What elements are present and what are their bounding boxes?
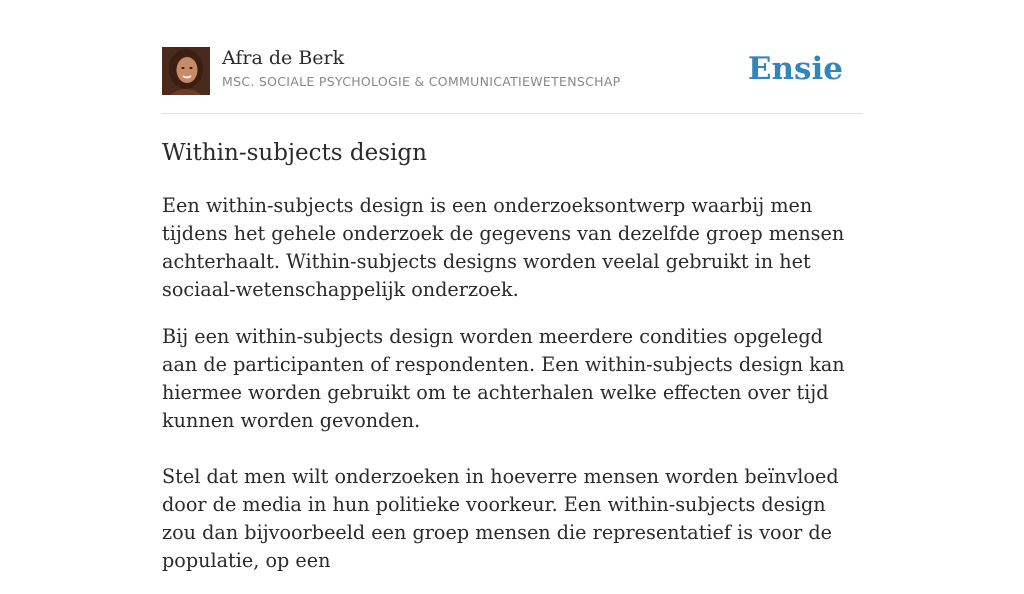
article-paragraph-2: Bij een within-subjects design worden meerdere condities opgelegd aan de participanten of respondenten. Een within-subjects design kan hiermee worden gebruikt om te achterhalen welke effecten over tijd kunnen worden gevonden. xyxy=(162,325,845,432)
article xyxy=(162,136,862,594)
article-paragraph-3: Stel dat men wilt onderzoeken in hoeverre mensen worden beïnvloed door de media in hun politieke voorkeur. Een within-subjects design zou dan bijvoorbeeld een groep mensen die representatief is voor de populatie, op een xyxy=(162,465,839,572)
avatar-photo-icon xyxy=(162,47,210,95)
avatar[interactable] xyxy=(162,47,210,95)
author-name[interactable]: Afra de Berk xyxy=(222,47,345,69)
author-header xyxy=(162,45,862,97)
author-title: MSC. SOCIALE PSYCHOLOGIE & COMMUNICATIEWETENSCHAP xyxy=(222,74,621,89)
header-divider xyxy=(162,113,862,114)
article-title: Within-subjects design xyxy=(162,140,427,166)
article-paragraph-1: Een within-subjects design is een onderzoeksontwerp waarbij men tijdens het gehele onderzoek de gegevens van dezelfde groep mensen achterhaalt. Within-subjects designs worden veelal gebruikt in het sociaal-wetenschappelijk onderzoek. xyxy=(162,194,845,301)
brand-logo[interactable]: Ensie xyxy=(747,51,843,87)
